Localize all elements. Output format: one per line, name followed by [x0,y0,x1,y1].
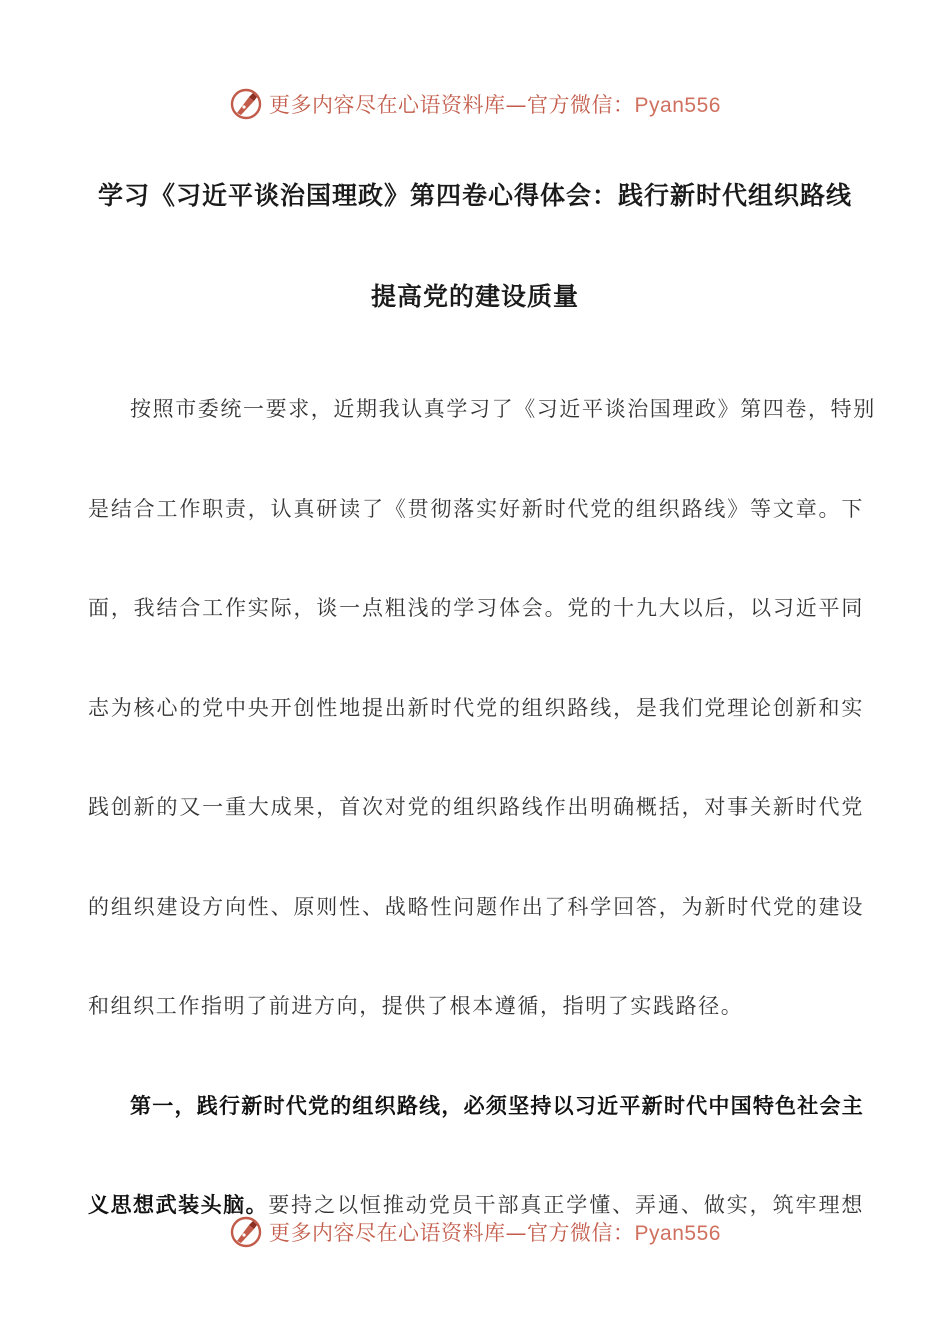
text-line: 面，我结合工作实际，谈一点粗浅的学习体会。党的十九大以后，以习近平同 [88,596,864,620]
paragraph-intro [88,360,876,1057]
watermark-account: Pyan556 [634,94,721,117]
text-line-bold: 第一，践行新时代党的组织路线，必须坚持以习近平新时代中国特色社会主 [130,1093,864,1118]
text-line: 按照市委统一要求，近期我认真学习了《习近平谈治国理政》第四卷，特别 [130,397,876,421]
text-line: 践创新的又一重大成果，首次对党的组织路线作出明确概括，对事关新时代党 [88,795,864,819]
watermark-text: 更多内容尽在心语资料库—官方微信：Pyan556 [269,1221,721,1245]
text-line: 志为核心的党中央开创性地提出新时代党的组织路线，是我们党理论创新和实 [88,695,864,720]
document-title-line2: 提高党的建设质量 [370,282,579,311]
text-line: 和组织工作指明了前进方向，提供了根本遵循，指明了实践路径。 [88,994,744,1018]
document-title-line1: 学习《习近平谈治国理政》第四卷心得体会：践行新时代组织路线 [97,181,852,210]
document-body [88,360,876,1256]
text-line: 的组织建设方向性、原则性、战略性问题作出了科学回答，为新时代党的建设 [88,894,864,919]
text-line: 是结合工作职责，认真研读了《贯彻落实好新时代党的组织路线》等文章。下 [88,496,864,521]
pen-nib-logo-icon [229,87,263,121]
pen-nib-logo-icon [229,1215,263,1249]
watermark-banner-top [0,84,950,124]
text-span-bold: 义思想武装头脑。 [88,1193,269,1217]
watermark-text: 更多内容尽在心语资料库—官方微信：Pyan556 [269,93,721,117]
text-span: 要持之以恒推动党员干部真正学懂、弄通、做实，筑牢理想 [268,1193,864,1217]
watermark-account: Pyan556 [634,1222,721,1245]
watermark-banner-bottom [0,1212,950,1252]
